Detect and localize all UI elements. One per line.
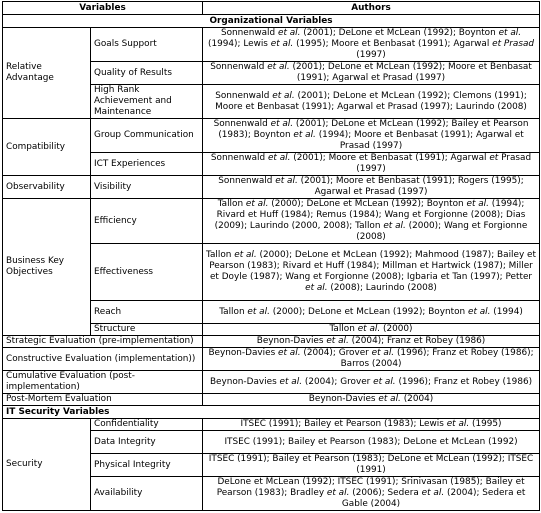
authors-cell (203, 119, 540, 153)
author-text: (2001); DeLone et McLean (1992); Moore et Benbasat (1991); Agarwal et Prasad (1997) (289, 62, 532, 83)
author-italic-text: et al. (378, 394, 401, 404)
author-italic-text: et al. (234, 250, 257, 260)
author-text: Beynon-Davies (209, 376, 280, 387)
authors-cell (203, 336, 540, 348)
author-italic-text: et al. (279, 376, 303, 387)
author-text: Tallon (219, 306, 248, 317)
author-text: Tallon (217, 199, 246, 209)
author-italic-text: et al. (446, 419, 470, 429)
author-italic-text: et al. (267, 62, 290, 72)
authors-cell (203, 62, 540, 85)
author-italic-text: et al. (277, 28, 301, 38)
variable-group-communication: Group Communication (91, 119, 203, 153)
variables-header: Variables (3, 2, 203, 15)
author-text: (2001); Moore et Benbasat (1991); Agarwal (290, 153, 490, 163)
author-text: (1994); Rivard et Huff (1984); Remus (1984); Wang et Forgionne (2008); Dias (2009); Laurindo (2000, 2008); Tallon (214, 199, 526, 231)
author-text: Tallon (206, 250, 235, 260)
author-italic-text: et al. (357, 324, 381, 334)
author-text: Sonnenwald (220, 28, 278, 38)
author-text: Sonnenwald (215, 90, 273, 101)
variable-physical-integrity: Physical Integrity (91, 454, 203, 477)
author-italic-text: et al. (278, 348, 301, 358)
variable-high-rank: High Rank Achievement and Maintenance (91, 85, 203, 119)
table-row (3, 419, 540, 431)
author-italic-text: et al. (326, 488, 350, 498)
variable-efficiency: Efficiency (91, 199, 203, 244)
author-italic-text: et al. (305, 283, 328, 293)
authors-cell (203, 348, 540, 371)
variable-visibility: Visibility (91, 176, 203, 199)
author-italic-text: et al. (467, 306, 491, 317)
authors-cell (203, 394, 540, 406)
author-italic-text: et al. (383, 221, 406, 231)
author-text: (2006); Sedera (349, 488, 422, 498)
author-text: (2000); DeLone et McLean (1992); Boynton (268, 199, 467, 209)
author-text: (2001); DeLone et McLean (1992); Clemons (1991); Moore et Benbasat (1991); Agarwal et Prasad (1997); Laurindo (2008) (215, 90, 527, 112)
author-text: (2004); Franz et Robey (1986) (348, 336, 486, 346)
author-text: Beynon-Davies (256, 336, 327, 346)
eval-constructive: Constructive Evaluation (implementation)) (3, 348, 203, 371)
authors-cell (203, 371, 540, 394)
author-text: (2004); Grover (300, 348, 372, 358)
authors-cell (203, 324, 540, 336)
author-text: (2000); Wang et Forgionne (2008) (356, 221, 528, 242)
authors-cell (203, 244, 540, 301)
author-italic-text: et al. (326, 336, 349, 346)
authors-cell (203, 153, 540, 176)
author-text: (2004) (400, 394, 434, 404)
author-italic-text: et al. (373, 376, 396, 387)
author-text: (1994) (490, 306, 523, 317)
author-text: DeLone et McLean (1992); ITSEC (1991); Srinivasan (1985); Bailey et Pearson (1983); Bradley (216, 477, 525, 498)
eval-post-mortem: Post-Mortem Evaluation (3, 394, 203, 406)
variable-data-integrity: Data Integrity (91, 431, 203, 454)
author-text: Beynon-Davies (308, 394, 379, 404)
author-text: (2001); DeLone et McLean (1992); Boynton (300, 28, 499, 38)
author-text: Sonnenwald (213, 119, 271, 129)
table-row (3, 348, 540, 371)
category-business-key-objectives: Business Key Objectives (3, 199, 91, 336)
author-text: Sonnenwald (210, 153, 268, 163)
section-organizational: Organizational Variables (3, 15, 540, 28)
authors-cell (203, 419, 540, 431)
author-text: ITSEC (1991); Bailey et Pearson (1983); DeLone et McLean (1992) (224, 436, 518, 447)
table-row (3, 199, 540, 244)
authors-cell (203, 477, 540, 511)
author-text: (2000); DeLone et McLean (1992); Boynton (269, 306, 468, 317)
variable-quality-of-results: Quality of Results (91, 62, 203, 85)
author-italic-text: et al. (275, 176, 298, 186)
author-italic-text: et al. (466, 199, 489, 209)
authors-cell (203, 85, 540, 119)
category-compatibility: Compatibility (3, 119, 91, 176)
eval-cumulative: Cumulative Evaluation (post-implementation) (3, 371, 203, 394)
category-security: Security (3, 419, 91, 511)
author-text: (2004); Sedera et Gable (2004) (341, 488, 526, 509)
table-row (3, 336, 540, 348)
author-text: (2008); Laurindo (2008) (327, 283, 437, 293)
author-text: (1996); Franz et Robey (1986) (395, 376, 533, 387)
author-italic-text: et al. (245, 199, 269, 209)
table-row (3, 176, 540, 199)
authors-cell (203, 301, 540, 324)
table-row (3, 371, 540, 394)
author-italic-text: et Prasad (492, 39, 535, 49)
eval-strategic: Strategic Evaluation (pre-implementation) (3, 336, 203, 348)
author-text: Prasad (1997) (356, 153, 532, 174)
author-italic-text: et al. (267, 153, 291, 163)
variable-goals-support: Goals Support (91, 28, 203, 62)
author-italic-text: et al. (270, 39, 294, 49)
author-text: (2004); Grover (302, 376, 374, 387)
table-row (3, 119, 540, 153)
author-text: (1994); Moore et Benbasat (1991); Agarwal et Prasad (1997) (315, 130, 524, 151)
author-italic-text: et al. (247, 306, 270, 317)
author-italic-text: et al. (293, 130, 316, 140)
author-text: (2000); DeLone et McLean (1992); Mahmood (1987); Bailey et Pearson (1983); Rivard et Huff (1984); Millman et Hartwick (1987); Miller et Doyle (1987); Wang et Forgionne (2008); Igbaria et Tan (1997); Petter (209, 250, 536, 282)
variable-effectiveness: Effectiveness (91, 244, 203, 301)
authors-header: Authors (203, 2, 540, 15)
author-italic-text: et al. (371, 348, 395, 358)
author-text: (1995); Moore et Benbasat (1991); Agarwal (293, 39, 493, 49)
author-text: ITSEC (1991); Bailey et Pearson (1983); Lewis (240, 419, 447, 429)
author-text: (1994); Lewis (208, 39, 271, 49)
authors-cell (203, 199, 540, 244)
authors-cell (203, 28, 540, 62)
header-row (3, 2, 540, 15)
variable-availability: Availability (91, 477, 203, 511)
author-text: (2001); DeLone et McLean (1992); Bailey et Pearson (1983); Boynton (218, 119, 529, 140)
variable-confidentiality: Confidentiality (91, 419, 203, 431)
author-text: Sonnenwald (218, 176, 276, 186)
section-row (3, 406, 540, 419)
author-italic-text: et al. (498, 28, 522, 38)
table-row (3, 28, 540, 62)
category-relative-advantage: Relative Advantage (3, 28, 91, 119)
authors-cell (203, 454, 540, 477)
author-italic-text: et al. (272, 90, 295, 101)
variable-structure: Structure (91, 324, 203, 336)
author-text: ITSEC (1991); Bailey et Pearson (1983); DeLone et McLean (1992); ITSEC (1991) (208, 454, 534, 475)
author-text: (1997) (356, 50, 386, 60)
category-observability: Observability (3, 176, 91, 199)
author-text: Tallon (329, 324, 358, 334)
author-text: (1995) (469, 419, 502, 429)
section-row (3, 15, 540, 28)
author-italic-text: et al. (270, 119, 294, 129)
variables-authors-table (2, 1, 540, 511)
author-text: (2000) (380, 324, 413, 334)
author-italic-text: et (489, 153, 499, 163)
variable-ict-experiences: ICT Experiences (91, 153, 203, 176)
authors-cell (203, 431, 540, 454)
author-text: (1996); Franz et Robey (1986); Barros (2004) (340, 348, 534, 369)
variable-reach: Reach (91, 301, 203, 324)
section-it-security: IT Security Variables (3, 406, 540, 419)
authors-cell (203, 176, 540, 199)
table-row (3, 394, 540, 406)
author-text: (2001); Moore et Benbasat (1991); Rogers (1995); Agarwal et Prasad (1997) (297, 176, 524, 197)
author-text: Beynon-Davies (208, 348, 279, 358)
author-italic-text: et al. (421, 488, 445, 498)
author-text: Sonnenwald (210, 62, 268, 72)
